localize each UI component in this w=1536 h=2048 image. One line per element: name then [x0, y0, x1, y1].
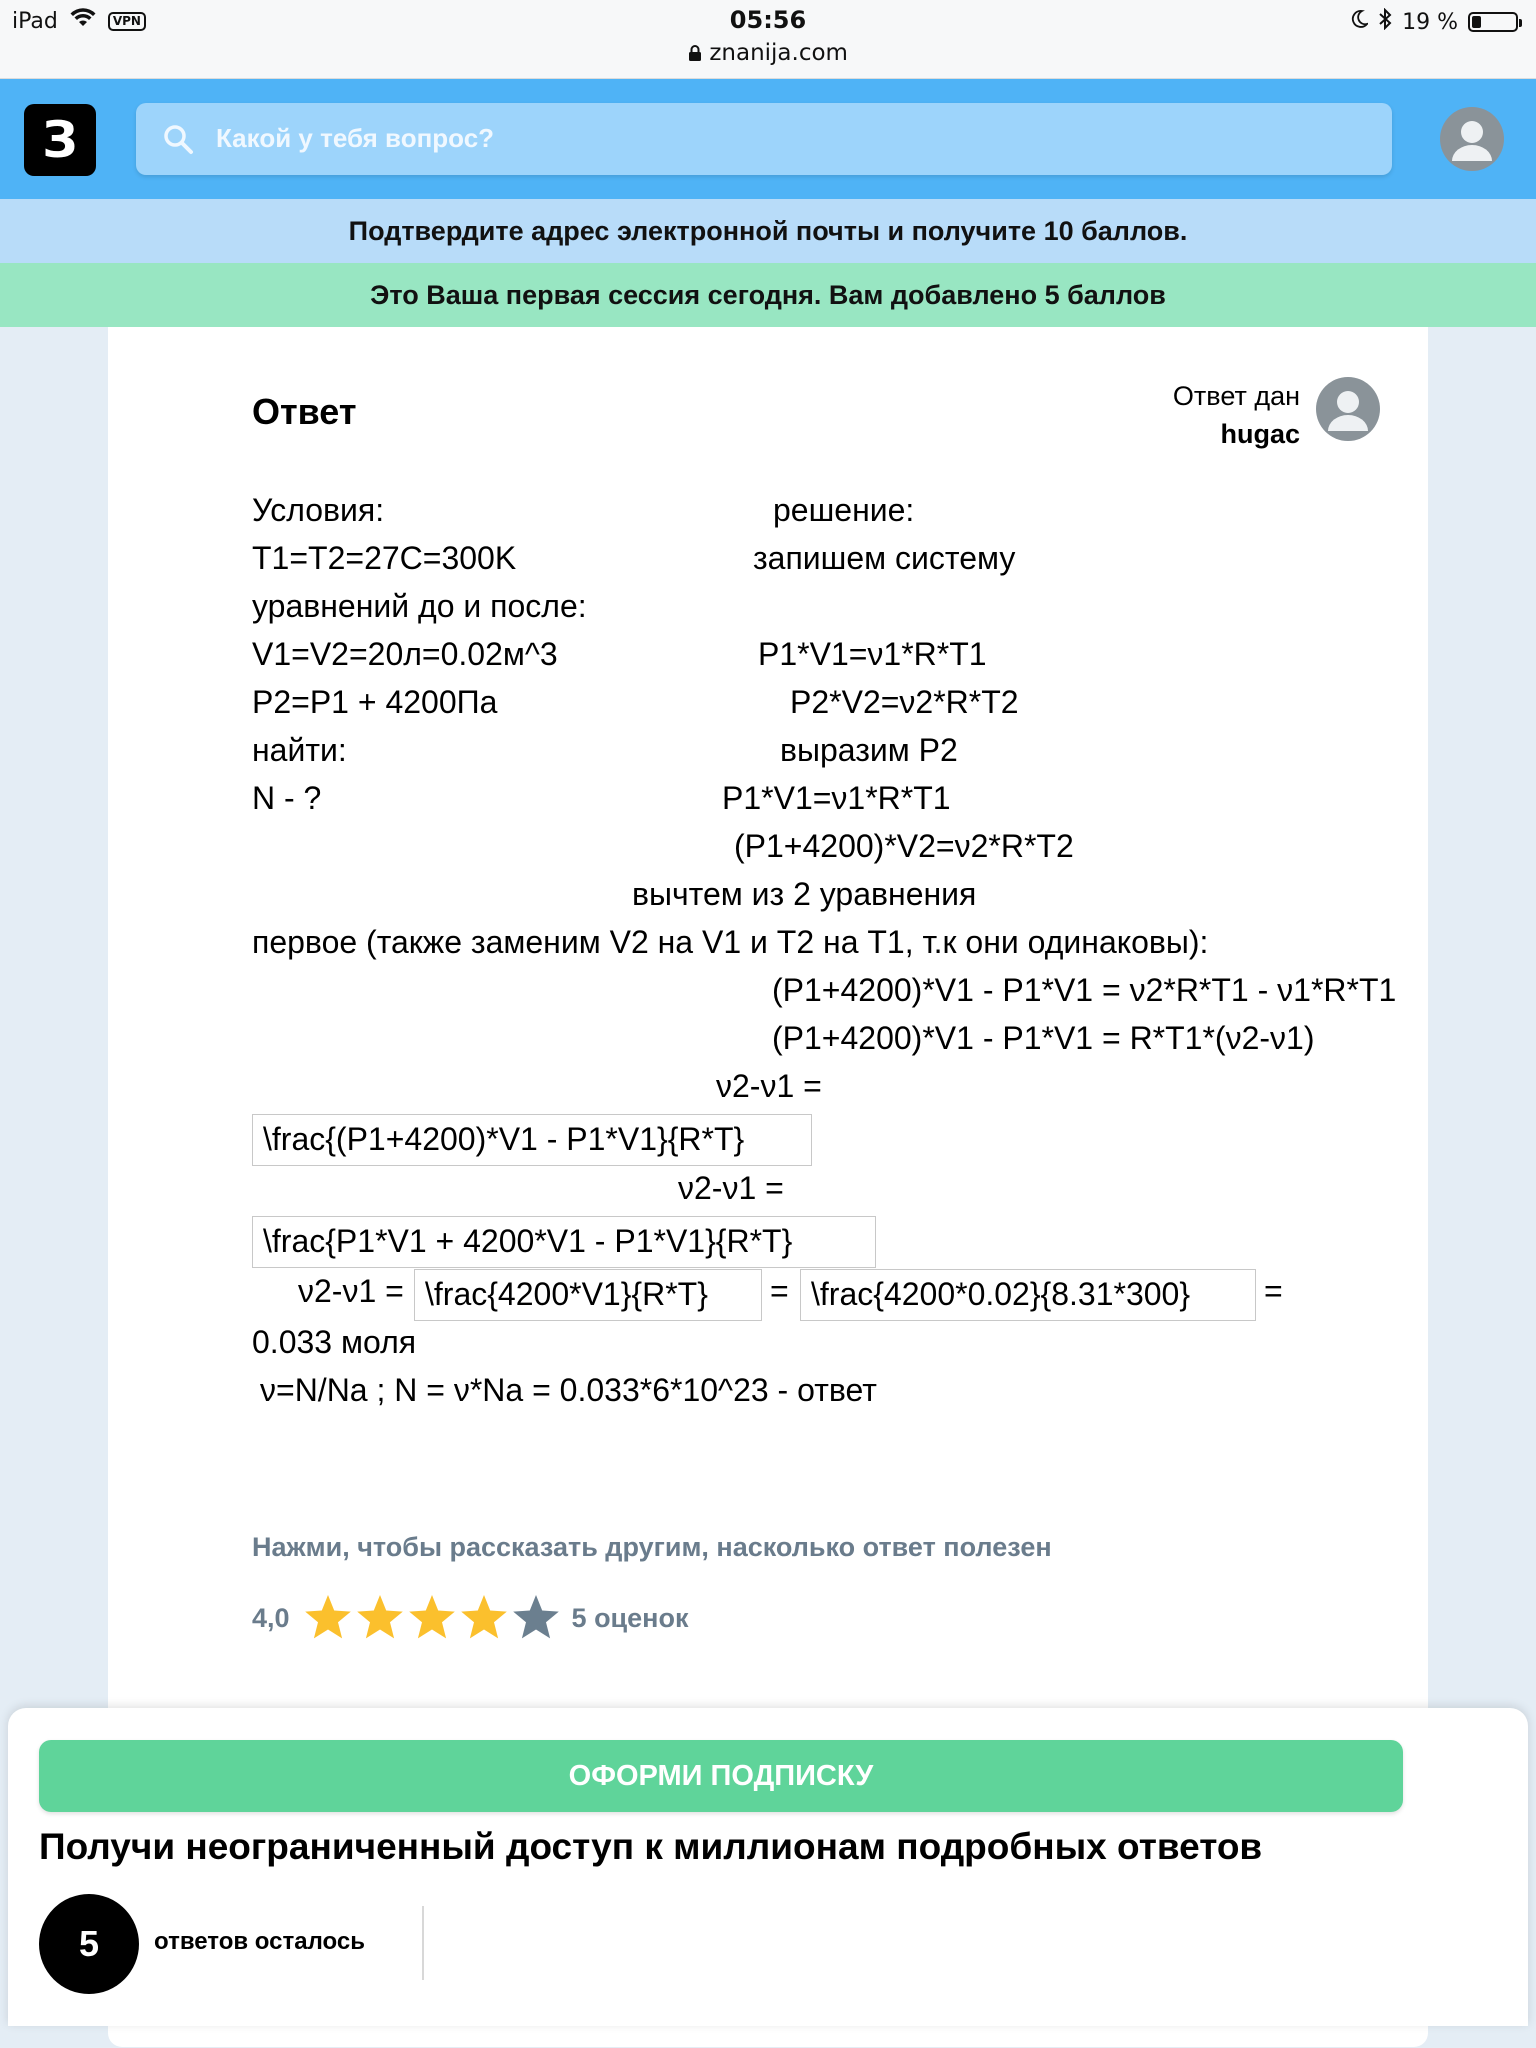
- answer-line: ν2-ν1 =: [678, 1170, 784, 1206]
- vpn-badge: VPN: [108, 12, 146, 31]
- answer-line: (P1+4200)*V1 - P1*V1 = ν2*R*T1 - ν1*R*T1: [772, 972, 1397, 1008]
- lock-icon: [688, 40, 709, 66]
- answer-line: P1*V1=ν1*R*T1: [758, 636, 987, 672]
- bluetooth-icon: [1378, 8, 1392, 36]
- answers-left-label: ответов осталось: [154, 1928, 365, 1955]
- user-avatar[interactable]: [1440, 107, 1504, 171]
- rating-widget: [252, 1592, 689, 1644]
- search-placeholder: Какой у тебя вопрос?: [216, 123, 495, 153]
- answer-line: ν2-ν1 =: [298, 1273, 404, 1309]
- rating-count: 5 оценок: [571, 1602, 689, 1633]
- star-icon[interactable]: [406, 1592, 458, 1644]
- answer-line: найти:: [252, 732, 347, 768]
- rating-stars: [302, 1592, 562, 1644]
- site-header: [0, 79, 1536, 199]
- answer-title: Ответ: [252, 391, 357, 432]
- star-icon[interactable]: [302, 1592, 354, 1644]
- author-name[interactable]: hugac: [1220, 419, 1300, 449]
- answer-line: первое (также заменим V2 на V1 и T2 на T1, т.к они одинаковы):: [252, 924, 1209, 960]
- latex-formula-box: \frac{4200*0.02}{8.31*300}: [800, 1269, 1256, 1321]
- rating-value: 4,0: [252, 1602, 290, 1633]
- url-text: znanija.com: [709, 40, 848, 66]
- znanija-logo[interactable]: З: [24, 104, 96, 176]
- answer-line: =: [770, 1273, 789, 1309]
- subscription-sheet: [8, 1708, 1528, 2026]
- battery-icon: [1468, 12, 1518, 32]
- subscribe-button[interactable]: ОФОРМИ ПОДПИСКУ: [39, 1740, 1403, 1812]
- email-confirm-banner[interactable]: Подтвердите адрес электронной почты и получите 10 баллов.: [0, 199, 1536, 263]
- answer-line: V1=V2=20л=0.02м^3: [252, 636, 558, 672]
- search-input[interactable]: [136, 103, 1392, 175]
- answer-line: выразим P2: [780, 732, 958, 768]
- answer-line: P2=P1 + 4200Па: [252, 684, 498, 720]
- answer-line: уравнений до и после:: [252, 588, 587, 624]
- answer-line: 0.033 моля: [252, 1324, 417, 1360]
- answer-body: [108, 327, 1428, 1427]
- answer-line: N - ?: [252, 780, 322, 816]
- answer-line: Условия:: [252, 492, 385, 528]
- answer-line: (P1+4200)*V1 - P1*V1 = R*T1*(ν2-ν1): [772, 1020, 1315, 1056]
- answer-line: вычтем из 2 уравнения: [632, 876, 977, 912]
- latex-formula-box: \frac{(P1+4200)*V1 - P1*V1}{R*T}: [252, 1114, 812, 1166]
- latex-formula-box: \frac{4200*V1}{R*T}: [414, 1269, 762, 1321]
- session-bonus-banner: Это Ваша первая сессия сегодня. Вам добавлено 5 баллов: [0, 263, 1536, 327]
- answer-line: T1=T2=27C=300K: [252, 540, 517, 576]
- answer-line: =: [1264, 1273, 1283, 1309]
- answer-line: ν=N/Na ; N = ν*Na = 0.033*6*10^23 - ответ: [260, 1372, 877, 1408]
- star-icon[interactable]: [354, 1592, 406, 1644]
- search-icon: [162, 123, 194, 160]
- status-bar: [0, 0, 1536, 79]
- latex-formula-box: \frac{P1*V1 + 4200*V1 - P1*V1}{R*T}: [252, 1216, 876, 1268]
- status-right: [1350, 8, 1518, 36]
- url-bar[interactable]: [0, 40, 1536, 66]
- answer-line: решение:: [773, 492, 915, 528]
- moon-icon: [1350, 9, 1368, 35]
- subscription-title: Получи неограниченный доступ к миллионам подробных ответов: [39, 1826, 1263, 1867]
- answer-line: P1*V1=ν1*R*T1: [722, 780, 951, 816]
- answer-line: P2*V2=ν2*R*T2: [790, 684, 1019, 720]
- answer-line: запишем систему: [753, 540, 1016, 576]
- answer-line: (P1+4200)*V2=ν2*R*T2: [734, 828, 1074, 864]
- divider: [422, 1906, 424, 1980]
- device-name: iPad: [12, 8, 58, 34]
- answered-by-label: Ответ дан: [1172, 381, 1300, 411]
- star-icon[interactable]: [458, 1592, 510, 1644]
- answer-line: ν2-ν1 =: [716, 1068, 822, 1104]
- battery-percent: 19 %: [1402, 9, 1458, 35]
- clock: 05:56: [729, 6, 807, 34]
- rate-prompt: Нажми, чтобы рассказать другим, насколько ответ полезен: [252, 1532, 1052, 1562]
- star-icon[interactable]: [510, 1592, 562, 1644]
- answers-left-count: 5: [39, 1894, 139, 1994]
